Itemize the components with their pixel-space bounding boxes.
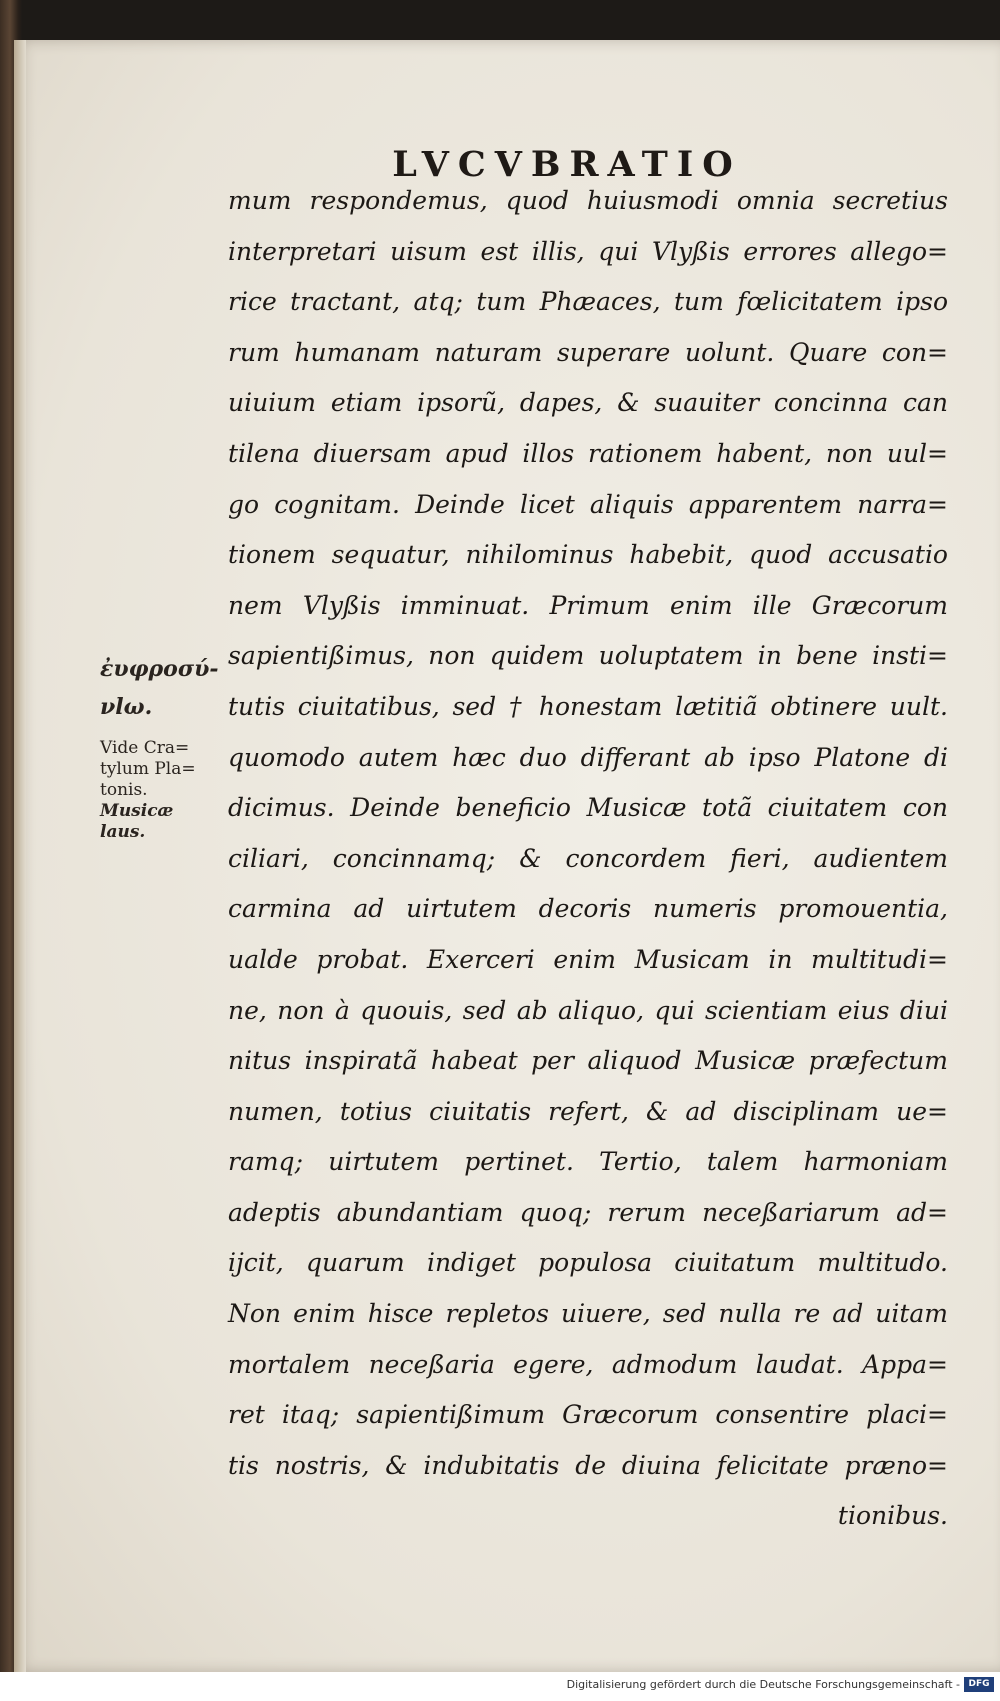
margin-note-5: laus. — [100, 822, 146, 842]
text-line: mum respondemus, quod huiusmodi omnia secretius — [228, 186, 948, 215]
margin-greek-1: ἐυφροσύ- — [100, 656, 219, 682]
footer-band — [0, 1672, 1000, 1701]
text-line: ret itaq; sapientißimum Græcorum consentire placi= — [228, 1400, 948, 1430]
body-text — [228, 176, 948, 1542]
margin-note-2: tylum Pla= — [100, 759, 196, 779]
margin-note-4: Musicæ — [100, 801, 174, 821]
text-line: go cognitam. Deinde licet aliquis apparentem narra= — [228, 489, 948, 519]
text-line-last: tionibus. — [837, 1501, 948, 1531]
margin-notes — [100, 650, 220, 843]
text-line: interpretari uisum est illis, qui Vlyßis errores allego= — [228, 236, 948, 266]
text-line: dicimus. Deinde beneficio Musicæ totã ciuitatem con — [228, 793, 948, 823]
text-line: nem Vlyßis imminuat. Primum enim ille Græcorum — [228, 590, 948, 620]
text-line: sapientißimus, non quidem uoluptatem in bene insti= — [228, 641, 948, 671]
text-line: tionem sequatur, nihilominus habebit, quod accusatio — [228, 540, 948, 570]
text-line: ciliari, concinnamq; & concordem fieri, audientem — [228, 843, 948, 873]
margin-note-1: Vide Cra= — [100, 738, 190, 758]
text-line: adeptis abundantiam quoq; rerum neceßariarum ad= — [228, 1197, 948, 1227]
running-head: LVCVBRATIO — [392, 144, 742, 185]
text-line: uiuium etiam ipsorũ, dapes, & suauiter concinna can — [228, 388, 948, 418]
page-edge — [14, 40, 26, 1672]
text-line: ramq; uirtutem pertinet. Tertio, talem harmoniam — [228, 1147, 948, 1177]
text-line: ualde probat. Exerceri enim Musicam in multitudi= — [228, 944, 948, 974]
text-line: carmina ad uirtutem decoris numeris promouentia, — [228, 894, 948, 924]
text-line: mortalem neceßaria egere, admodum laudat. Appa= — [228, 1349, 948, 1379]
book-page — [14, 40, 1000, 1672]
text-line: numen, totius ciuitatis refert, & ad disciplinam ue= — [228, 1096, 948, 1126]
margin-greek-2: νlω. — [100, 694, 153, 720]
text-line: nitus inspiratã habeat per aliquod Musicæ præfectum — [228, 1046, 948, 1076]
digitization-credit: Digitalisierung gefördert durch die Deutsche Forschungsgemeinschaft - — [566, 1678, 960, 1691]
margin-note-3: tonis. — [100, 780, 148, 800]
text-line: tutis ciuitatibus, sed † honestam lætitiã obtinere uult. — [228, 691, 948, 721]
text-line: ne, non à quouis, sed ab aliquo, qui scientiam eius diui — [228, 995, 948, 1025]
text-line: tilena diuersam apud illos rationem habent, non uul= — [228, 438, 948, 468]
text-line: rum humanam naturam superare uolunt. Quare con= — [228, 337, 948, 367]
text-line: quomodo autem hæc duo differant ab ipso Platone di — [228, 742, 948, 772]
dfg-logo-icon: DFG — [964, 1677, 994, 1692]
text-line: rice tractant, atq; tum Phæaces, tum fœlicitatem ipso — [228, 287, 948, 317]
text-line: Non enim hisce repletos uiuere, sed nulla re ad uitam — [228, 1299, 948, 1329]
text-line: ijcit, quarum indiget populosa ciuitatum multitudo. — [228, 1248, 948, 1278]
text-line: tis nostris, & indubitatis de diuina felicitate præno= — [228, 1450, 948, 1480]
